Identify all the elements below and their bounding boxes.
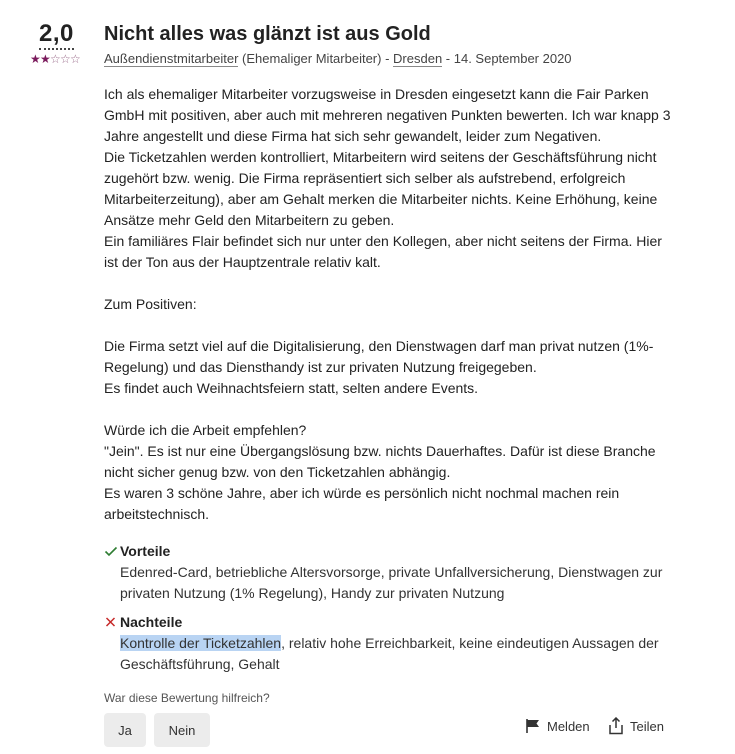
review-paragraph: "Jein". Es ist nur eine Übergangslösung bzw. nichts Dauerhaftes. Dafür ist diese Branche nicht sicher genug bzw. von den Ticketzahlen abhängig.	[104, 443, 656, 480]
star-empty-icon: ☆	[70, 52, 81, 66]
paragraph-gap	[104, 399, 679, 420]
star-filled-icon: ★	[30, 52, 41, 66]
position-link[interactable]: Außendienstmitarbeiter	[104, 51, 239, 66]
pros-cons	[104, 541, 679, 675]
no-button[interactable]: Nein	[154, 713, 210, 747]
paragraph-gap	[104, 273, 679, 294]
cons-title: Nachteile	[120, 614, 183, 630]
highlighted-text: Kontrolle der Ticketzahlen	[120, 635, 282, 651]
pros-text: Edenred-Card, betriebliche Altersvorsorge, private Unfallversicherung, Dienstwagen zur privaten Nutzung (1% Regelung), Handy zur privaten Nutzung	[120, 564, 663, 601]
report-label: Melden	[547, 718, 590, 734]
pros-title: Vorteile	[120, 543, 171, 559]
meta-separator: -	[381, 51, 394, 66]
share-label: Teilen	[630, 718, 664, 734]
review-title: Nicht alles was glänzt ist aus Gold	[104, 23, 431, 45]
cons-text	[120, 633, 679, 675]
location-link[interactable]: Dresden	[393, 51, 443, 66]
share-icon	[608, 717, 624, 735]
review-paragraph: Würde ich die Arbeit empfehlen?	[104, 422, 307, 438]
review-paragraph: Ein familiäres Flair befindet sich nur unter den Kollegen, aber nicht seitens der Firma. Hier ist der Ton aus der Hauptzentrale relativ kalt.	[104, 233, 662, 270]
rating-column	[30, 20, 86, 65]
employee-status: (Ehemaliger Mitarbeiter)	[242, 51, 382, 66]
review-paragraph: Die Firma setzt viel auf die Digitalisierung, den Dienstwagen darf man privat nutzen (1%-Regelung) und das Diensthandy ist zur privaten Nutzung freigegeben.	[104, 338, 654, 375]
star-empty-icon: ☆	[60, 52, 71, 66]
share-button[interactable]	[608, 716, 664, 736]
meta-separator: -	[442, 51, 454, 66]
review-paragraph: Es waren 3 schöne Jahre, aber ich würde es persönlich nicht nochmal machen rein arbeitstechnisch.	[104, 485, 620, 522]
review-meta	[104, 50, 679, 68]
pros-section	[104, 541, 679, 604]
helpful-question: War diese Bewertung hilfreich?	[104, 691, 270, 705]
review-paragraph: Ich als ehemaliger Mitarbeiter vorzugsweise in Dresden eingesetzt kann die Fair Parken GmbH mit positiven, aber auch mit mehreren negativen Punkten bewerten. Ich war knapp 3 Jahre angestellt und diese Firma hat sich sehr gewandelt, leider zum Negativen.	[104, 86, 671, 144]
cons-rest: , relativ hohe Erreichbarkeit, keine eindeutigen Aussagen der Geschäftsführung, Gehalt	[120, 635, 659, 672]
star-filled-icon: ★	[40, 52, 51, 66]
cons-section	[104, 612, 679, 675]
review-date: 14. September 2020	[453, 51, 572, 66]
report-button[interactable]	[525, 716, 590, 736]
review-body	[104, 84, 679, 525]
flag-icon	[525, 718, 541, 734]
score-value: 2,0	[30, 20, 86, 48]
review-paragraph: Zum Positiven:	[104, 296, 197, 312]
review-paragraph: Es findet auch Weihnachtsfeiern statt, selten andere Events.	[104, 380, 479, 396]
paragraph-gap	[104, 315, 679, 336]
yes-button[interactable]: Ja	[104, 713, 146, 747]
check-icon	[104, 541, 118, 562]
star-rating	[30, 53, 86, 65]
star-empty-icon: ☆	[50, 52, 61, 66]
cross-icon	[104, 612, 118, 633]
review-content	[104, 20, 679, 683]
review-paragraph: Die Ticketzahlen werden kontrolliert, Mitarbeitern wird seitens der Geschäftsführung nicht zugehört bzw. wenig. Die Firma repräsentiert sich selber als aufstrebend, erfolgreich Mitarbeiterzeitung), aber am Gehalt merken die Mitarbeiter nichts. Keine Erhöhung, keine Ansätze mehr Geld den Mitarbeitern zu geben.	[104, 149, 658, 228]
